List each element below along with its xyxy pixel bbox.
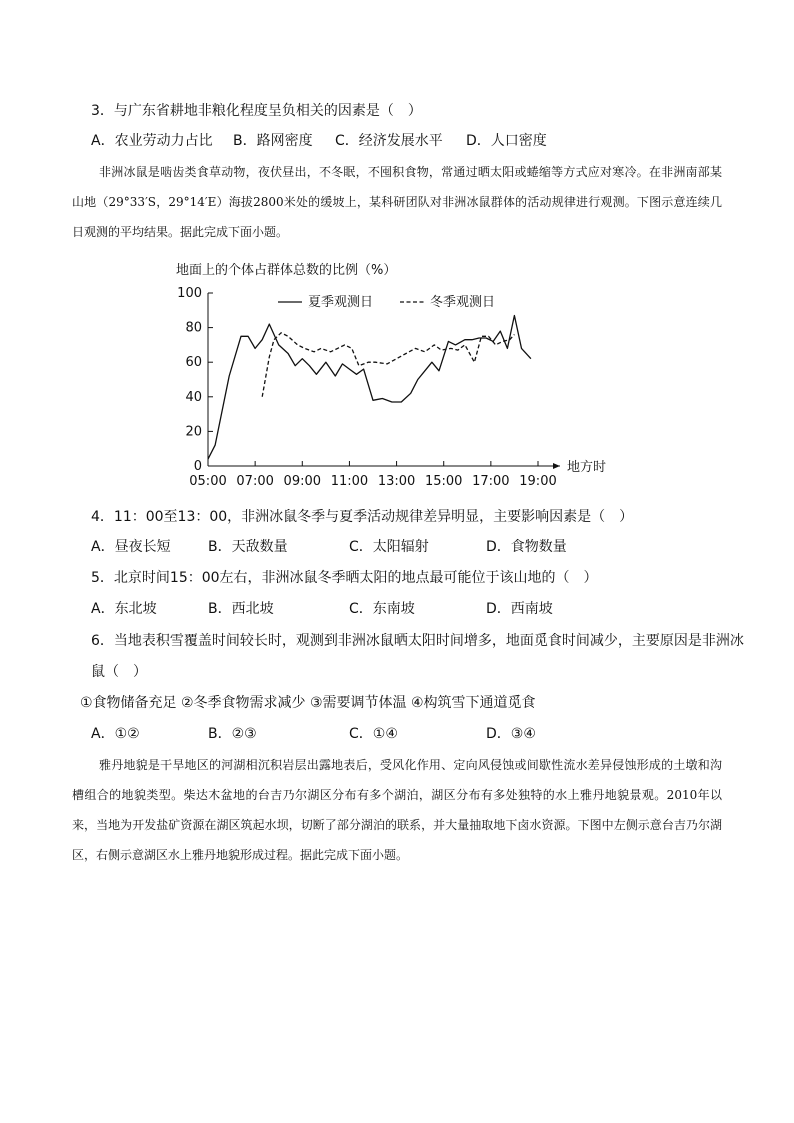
y-tick-label: 20 — [185, 424, 202, 440]
q6-stem-line2: 鼠（ ） — [91, 664, 147, 680]
x-tick-label: 07:00 — [236, 474, 274, 489]
x-axis-arrow — [553, 463, 560, 469]
q3-option-d: D．人口密度 — [466, 133, 547, 149]
q5-option-d: D．西南坡 — [486, 601, 553, 617]
passage-ice-rat: 非洲冰鼠是啮齿类食草动物，夜伏昼出，不冬眠，不囤积食物，常通过晒太阳或蜷缩等方式应对寒冷。在非洲南部某山地（29°33′S，29°14′E）海拔2800米处的缓坡上，某科研团队对非洲冰鼠群体的活动规律进行观测。下图示意连续几日观测的平均结果。据此完成下面小题。 — [72, 165, 722, 239]
q4-stem: 4．11：00至13：00，非洲冰鼠冬季与夏季活动规律差异明显，主要影响因素是（ ） — [91, 509, 634, 525]
y-tick-label: 100 — [177, 286, 202, 301]
y-tick-label: 0 — [193, 459, 202, 474]
chart-axes — [208, 293, 560, 469]
legend-label: 冬季观测日 — [430, 295, 496, 310]
q4-option-a: A．昼夜长短 — [91, 539, 171, 555]
q5-option-a: A．东北坡 — [91, 601, 157, 617]
x-tick-label: 13:00 — [377, 474, 416, 489]
q6-option-b: B．②③ — [208, 726, 257, 742]
x-tick-label: 05:00 — [189, 474, 227, 489]
q5-stem: 5．北京时间15：00左右，非洲冰鼠冬季晒太阳的地点最可能位于该山地的（ ） — [91, 570, 598, 586]
q6-option-a: A．①② — [91, 726, 140, 742]
x-tick-label: 15:00 — [424, 474, 463, 489]
q4-option-b: B．天敌数量 — [208, 539, 288, 555]
series-line-summer — [208, 316, 531, 460]
q3-option-c: C．经济发展水平 — [335, 133, 443, 149]
chart-series — [208, 316, 531, 460]
legend-label: 夏季观测日 — [308, 295, 374, 310]
chart-ticks — [177, 286, 557, 489]
x-tick-label: 11:00 — [330, 474, 369, 489]
x-tick-label: 19:00 — [519, 474, 557, 489]
q5-option-c: C．东南坡 — [349, 601, 415, 617]
y-tick-label: 60 — [185, 355, 202, 371]
q6-option-d: D．③④ — [486, 726, 536, 742]
series-line-winter — [262, 333, 514, 397]
q3-option-a: A．农业劳动力占比 — [91, 133, 213, 149]
q4-option-c: C．太阳辐射 — [349, 539, 429, 555]
passage-yardang: 雅丹地貌是干旱地区的河湖相沉积岩层出露地表后，受风化作用、定向风侵蚀或间歇性流水差异侵蚀形成的土墩和沟槽组合的地貌类型。柴达木盆地的台吉乃尔湖区分布有多个湖泊，湖区分布有多处独特的水上雅丹地貌景观。2010年以来，当地为开发盐矿资源在湖区筑起水坝，切断了部分湖泊的联系，并大量抽取地下卤水资源。下图中左侧示意台吉乃尔湖区，右侧示意湖区水上雅丹地貌形成过程。据此完成下面小题。 — [72, 758, 722, 862]
q6-option-c: C．①④ — [349, 726, 398, 742]
q4-option-d: D．食物数量 — [486, 539, 567, 555]
activity-line-chart — [160, 255, 620, 495]
chart-legend — [278, 295, 495, 310]
y-tick-label: 80 — [185, 320, 202, 336]
q6-stem-line1: 6．当地表积雪覆盖时间较长时，观测到非洲冰鼠晒太阳时间增多，地面觅食时间减少，主要原因是非洲冰 — [91, 633, 744, 649]
y-tick-label: 40 — [185, 389, 202, 405]
x-tick-label: 17:00 — [472, 474, 510, 489]
q6-statements: ①食物储备充足 ②冬季食物需求减少 ③需要调节体温 ④构筑雪下通道觅食 — [80, 695, 536, 711]
q3-option-b: B．路网密度 — [233, 133, 313, 149]
chart-title: 地面上的个体占群体总数的比例（%） — [176, 263, 397, 278]
x-tick-label: 09:00 — [283, 474, 322, 489]
q3-stem: 3．与广东省耕地非粮化程度呈负相关的因素是（ ） — [91, 103, 422, 119]
q5-option-b: B．西北坡 — [208, 601, 274, 617]
x-axis-label: 地方时 — [567, 460, 607, 475]
